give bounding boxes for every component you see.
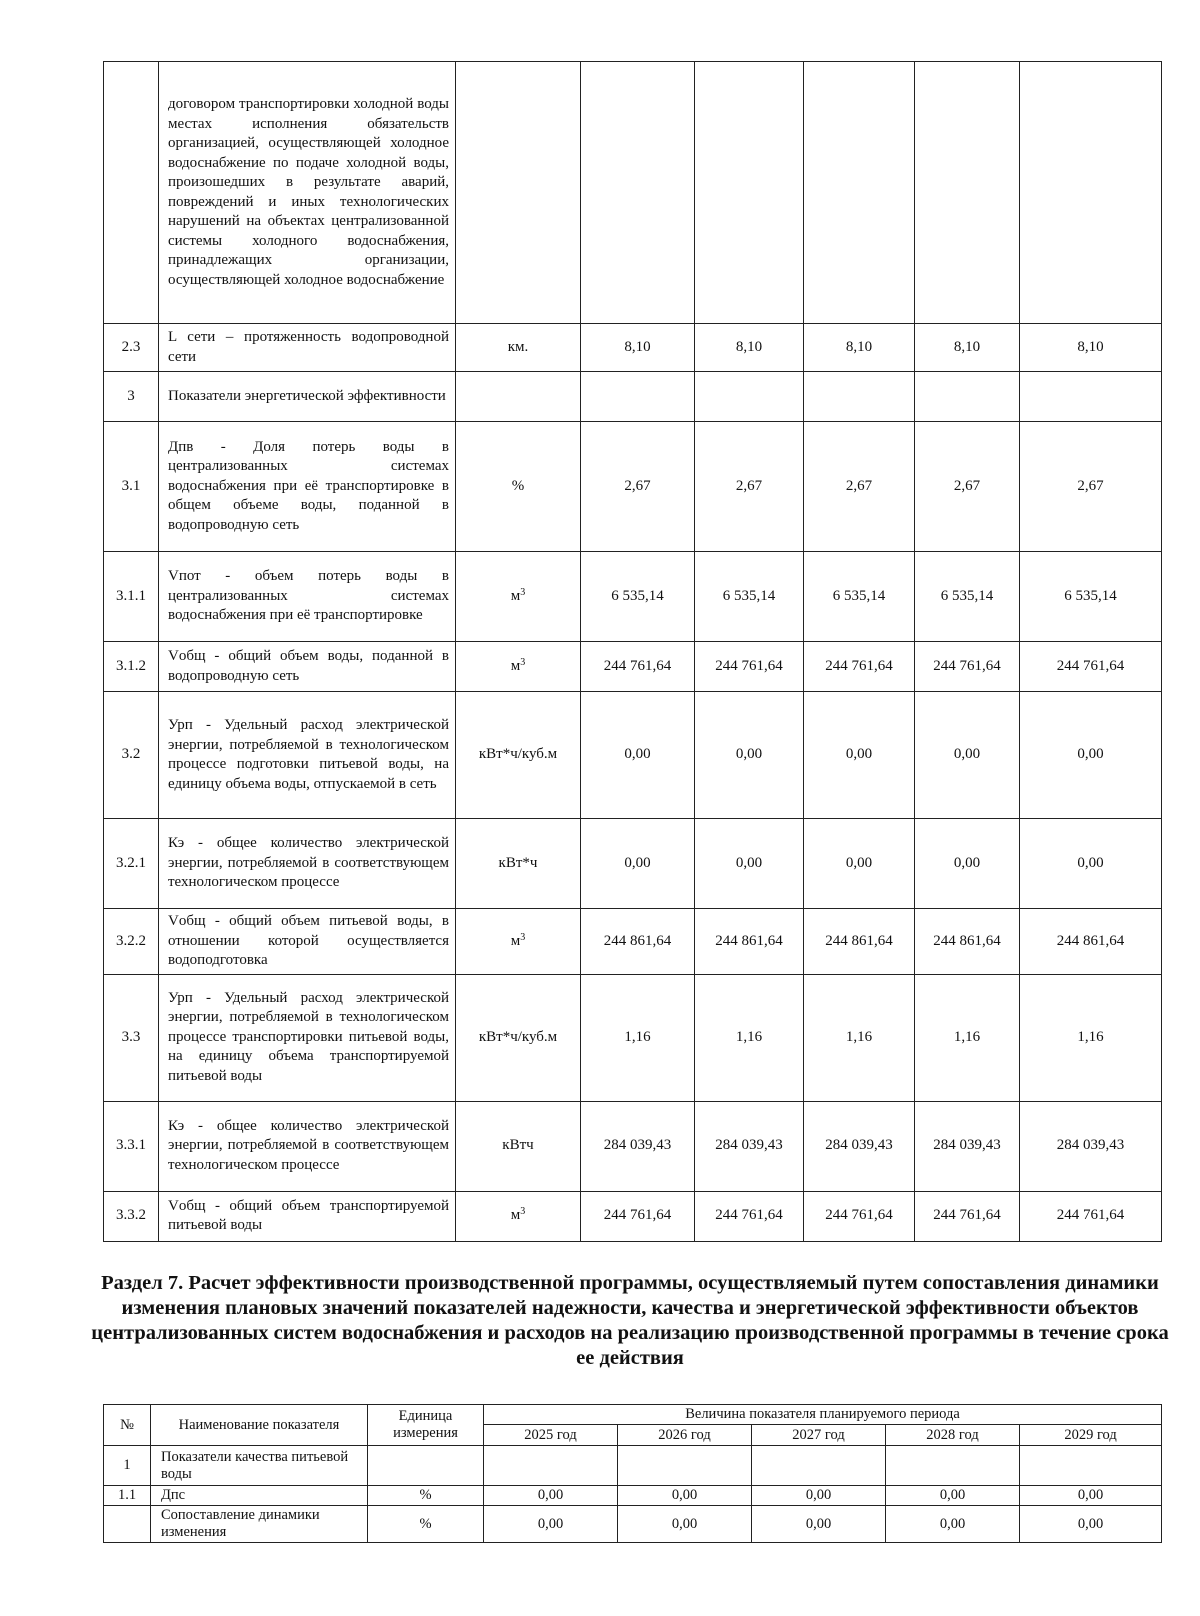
value-2028: 244 861,64 <box>915 909 1020 975</box>
header-name: Наименование показателя <box>151 1405 368 1446</box>
header-year-2029: 2029 год <box>1020 1425 1162 1446</box>
value-2025: 0,00 <box>581 819 695 909</box>
value-2027 <box>804 372 915 422</box>
indicator-name: L сети – протяженность водопроводной сети <box>159 324 456 372</box>
value-2028: 0,00 <box>915 692 1020 819</box>
unit-cell <box>368 1446 484 1486</box>
table-row <box>104 1506 1162 1543</box>
table-row <box>104 1486 1162 1506</box>
value-2027: 0,00 <box>752 1486 886 1506</box>
value-2028: 1,16 <box>915 974 1020 1101</box>
value-2029: 284 039,43 <box>1020 1101 1162 1191</box>
value-2026: 244 761,64 <box>695 642 804 692</box>
unit-cell: кВт*ч/куб.м <box>456 974 581 1101</box>
value-2027 <box>804 62 915 324</box>
table-row <box>104 1191 1162 1241</box>
unit-cell: $м^3$ <box>456 1191 581 1241</box>
value-2025: 244 861,64 <box>581 909 695 975</box>
row-number: 3.2 <box>104 692 159 819</box>
value-2028 <box>886 1446 1020 1486</box>
value-2025: 6 535,14 <box>581 552 695 642</box>
table-row <box>104 974 1162 1101</box>
value-2026 <box>618 1446 752 1486</box>
indicator-name: Показатели качества питьевой воды <box>151 1446 368 1486</box>
header-row <box>104 1405 1162 1425</box>
indicators-table <box>103 61 1162 1242</box>
value-2029: 2,67 <box>1020 422 1162 552</box>
value-2025: 284 039,43 <box>581 1101 695 1191</box>
value-2026: 284 039,43 <box>695 1101 804 1191</box>
value-2025 <box>581 62 695 324</box>
value-2029: 244 761,64 <box>1020 1191 1162 1241</box>
value-2027: 0,00 <box>804 692 915 819</box>
row-number: 3.1.2 <box>104 642 159 692</box>
value-2026: 244 761,64 <box>695 1191 804 1241</box>
indicator-name: Vобщ - общий объем транспортируемой питьевой воды <box>159 1191 456 1241</box>
header-year-2027: 2027 год <box>752 1425 886 1446</box>
value-2027: 244 861,64 <box>804 909 915 975</box>
value-2028 <box>915 372 1020 422</box>
value-2028: 284 039,43 <box>915 1101 1020 1191</box>
table-row <box>104 324 1162 372</box>
header-period: Величина показателя планируемого периода <box>484 1405 1162 1425</box>
value-2026: 6 535,14 <box>695 552 804 642</box>
row-number <box>104 1506 151 1543</box>
row-number: 3.2.1 <box>104 819 159 909</box>
value-2025: 2,67 <box>581 422 695 552</box>
value-2026: 0,00 <box>695 819 804 909</box>
unit-cell: кВт*ч <box>456 819 581 909</box>
indicator-name: Дпв - Доля потерь воды в централизованных системах водоснабжения при её транспортировке в общем объеме воды, поданной в водопроводную сеть <box>159 422 456 552</box>
value-2027: 0,00 <box>804 819 915 909</box>
value-2029: 6 535,14 <box>1020 552 1162 642</box>
value-2029 <box>1020 372 1162 422</box>
value-2027: 1,16 <box>804 974 915 1101</box>
value-2025: 0,00 <box>484 1506 618 1543</box>
value-2028: 0,00 <box>915 819 1020 909</box>
value-2025: 0,00 <box>581 692 695 819</box>
value-2029: 8,10 <box>1020 324 1162 372</box>
table-row <box>104 422 1162 552</box>
value-2028: 244 761,64 <box>915 1191 1020 1241</box>
indicators-table-body <box>104 62 1162 1242</box>
indicator-name: Урп - Удельный расход электрической энергии, потребляемой в технологическом процессе транспортировки питьевой воды, на единицу объема транспортируемой питьевой воды <box>159 974 456 1101</box>
header-year-2028: 2028 год <box>886 1425 1020 1446</box>
value-2027: 6 535,14 <box>804 552 915 642</box>
indicator-name: Урп - Удельный расход электрической энергии, потребляемой в технологическом процессе подготовки питьевой воды, на единицу объема воды, отпускаемой в сеть <box>159 692 456 819</box>
unit-cell <box>456 62 581 324</box>
value-2027: 244 761,64 <box>804 642 915 692</box>
table-row <box>104 372 1162 422</box>
value-2027: 8,10 <box>804 324 915 372</box>
header-year-2025: 2025 год <box>484 1425 618 1446</box>
value-2028: 6 535,14 <box>915 552 1020 642</box>
unit-cell: % <box>456 422 581 552</box>
row-number: 3.1 <box>104 422 159 552</box>
indicator-name: Дпс <box>151 1486 368 1506</box>
value-2029: 0,00 <box>1020 1506 1162 1543</box>
unit-cell: $м^3$ <box>456 552 581 642</box>
value-2026: 8,10 <box>695 324 804 372</box>
value-2026: 1,16 <box>695 974 804 1101</box>
table-row <box>104 62 1162 324</box>
indicator-name: Сопоставление динамики изменения <box>151 1506 368 1543</box>
unit-cell <box>456 372 581 422</box>
value-2028: 244 761,64 <box>915 642 1020 692</box>
value-2025: 1,16 <box>581 974 695 1101</box>
header-num: № <box>104 1405 151 1446</box>
value-2025: 0,00 <box>484 1486 618 1506</box>
indicator-name: Показатели энергетической эффективности <box>159 372 456 422</box>
row-number: 3.3 <box>104 974 159 1101</box>
section-title: Раздел 7. Расчет эффективности производственной программы, осуществляемый путем сопоставления динамики изменения плановых значений показателей надежности, качества и энергетической эффективности объектов централизованных систем водоснабжения и расходов на реализацию производственной программы в течение срока ее действия <box>91 1272 1169 1369</box>
row-number: 1.1 <box>104 1486 151 1506</box>
row-number <box>104 62 159 324</box>
unit-cell: км. <box>456 324 581 372</box>
value-2025: 244 761,64 <box>581 642 695 692</box>
row-number: 3.3.1 <box>104 1101 159 1191</box>
table-row <box>104 1101 1162 1191</box>
table-row <box>104 552 1162 642</box>
unit-cell: % <box>368 1486 484 1506</box>
value-2025 <box>484 1446 618 1486</box>
value-2029: 1,16 <box>1020 974 1162 1101</box>
row-number: 3.1.1 <box>104 552 159 642</box>
value-2028: 0,00 <box>886 1506 1020 1543</box>
value-2029 <box>1020 1446 1162 1486</box>
table-row <box>104 1446 1162 1486</box>
value-2027: 0,00 <box>752 1506 886 1543</box>
indicator-name: Vпот - объем потерь воды в централизованных системах водоснабжения при её транспортировке <box>159 552 456 642</box>
value-2028: 8,10 <box>915 324 1020 372</box>
value-2029: 244 861,64 <box>1020 909 1162 975</box>
value-2026: 244 861,64 <box>695 909 804 975</box>
value-2029: 244 761,64 <box>1020 642 1162 692</box>
value-2026 <box>695 62 804 324</box>
indicator-name: Кэ - общее количество электрической энергии, потребляемой в соответствующем технологическом процессе <box>159 819 456 909</box>
value-2027: 244 761,64 <box>804 1191 915 1241</box>
value-2027 <box>752 1446 886 1486</box>
indicator-name: договором транспортировки холодной воды местах исполнения обязательств организацией, осуществляющей холодное водоснабжение по подаче холодной воды, произошедших в результате аварий, повреждений и иных технологических нарушений на объектах централизованной системы холодного водоснабжения, принадлежащих организации, осуществляющей холодное водоснабжение <box>159 62 456 324</box>
value-2025: 8,10 <box>581 324 695 372</box>
header-year-2026: 2026 год <box>618 1425 752 1446</box>
value-2029: 0,00 <box>1020 692 1162 819</box>
table-row <box>104 909 1162 975</box>
row-number: 1 <box>104 1446 151 1486</box>
unit-cell: $м^3$ <box>456 642 581 692</box>
row-number: 3.3.2 <box>104 1191 159 1241</box>
value-2026: 2,67 <box>695 422 804 552</box>
value-2026: 0,00 <box>618 1506 752 1543</box>
value-2026 <box>695 372 804 422</box>
value-2029 <box>1020 62 1162 324</box>
value-2028 <box>915 62 1020 324</box>
value-2026: 0,00 <box>618 1486 752 1506</box>
value-2026: 0,00 <box>695 692 804 819</box>
indicator-name: Кэ - общее количество электрической энергии, потребляемой в соответствующем технологическом процессе <box>159 1101 456 1191</box>
unit-cell: кВт*ч/куб.м <box>456 692 581 819</box>
row-number: 3.2.2 <box>104 909 159 975</box>
indicator-name: Vобщ - общий объем воды, поданной в водопроводную сеть <box>159 642 456 692</box>
unit-cell: $м^3$ <box>456 909 581 975</box>
indicator-name: Vобщ - общий объем питьевой воды, в отношении которой осуществляется водоподготовка <box>159 909 456 975</box>
table-row <box>104 819 1162 909</box>
row-number: 3 <box>104 372 159 422</box>
value-2029: 0,00 <box>1020 1486 1162 1506</box>
table-row <box>104 642 1162 692</box>
efficiency-table <box>103 1404 1162 1543</box>
value-2028: 2,67 <box>915 422 1020 552</box>
value-2028: 0,00 <box>886 1486 1020 1506</box>
unit-cell: % <box>368 1506 484 1543</box>
value-2027: 2,67 <box>804 422 915 552</box>
value-2025 <box>581 372 695 422</box>
efficiency-table-body <box>104 1405 1162 1543</box>
table-row <box>104 692 1162 819</box>
unit-cell: кВтч <box>456 1101 581 1191</box>
row-number: 2.3 <box>104 324 159 372</box>
value-2027: 284 039,43 <box>804 1101 915 1191</box>
value-2025: 244 761,64 <box>581 1191 695 1241</box>
header-unit: Единица измерения <box>368 1405 484 1446</box>
value-2029: 0,00 <box>1020 819 1162 909</box>
